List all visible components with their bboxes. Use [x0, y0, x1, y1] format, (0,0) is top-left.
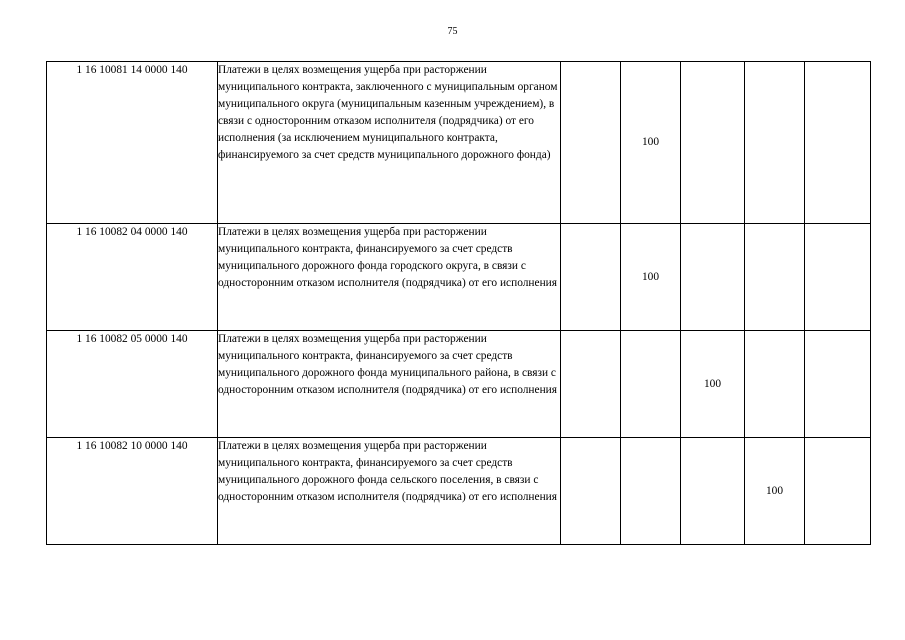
- budget-code-cell: 1 16 10082 10 0000 140: [47, 438, 218, 545]
- value-cell: [621, 438, 681, 545]
- value-cell: [805, 438, 871, 545]
- value-cell: [745, 331, 805, 438]
- table-row: [47, 331, 871, 438]
- table-row: [47, 438, 871, 545]
- value-cell: 100: [681, 331, 745, 438]
- value-cell: [561, 224, 621, 331]
- value-cell: [561, 331, 621, 438]
- page-number: 75: [447, 26, 458, 37]
- revenue-name-cell: Платежи в целях возмещения ущерба при расторжении муниципального контракта, финансируемого за счет средств муниципального дорожного фонда городского округа, в связи с односторонним отказом исполнителя (подрядчика) от его исполнения: [218, 224, 561, 331]
- value-cell: [745, 224, 805, 331]
- value-cell: [561, 438, 621, 545]
- value-cell: 100: [621, 224, 681, 331]
- table-row: [47, 62, 871, 224]
- value-cell: [621, 331, 681, 438]
- value-cell: 100: [621, 62, 681, 224]
- value-cell: [561, 62, 621, 224]
- table-row: [47, 224, 871, 331]
- budget-code-cell: 1 16 10081 14 0000 140: [47, 62, 218, 224]
- value-cell: [745, 62, 805, 224]
- budget-code-cell: 1 16 10082 05 0000 140: [47, 331, 218, 438]
- value-cell: [681, 62, 745, 224]
- value-cell: [805, 62, 871, 224]
- value-cell: [681, 224, 745, 331]
- revenue-name-cell: Платежи в целях возмещения ущерба при расторжении муниципального контракта, финансируемого за счет средств муниципального дорожного фонда сельского поселения, в связи с односторонним отказом исполнителя (подрядчика) от его исполнения: [218, 438, 561, 545]
- budget-revenue-table: [46, 61, 871, 545]
- budget-code-cell: 1 16 10082 04 0000 140: [47, 224, 218, 331]
- value-cell: [805, 224, 871, 331]
- value-cell: 100: [745, 438, 805, 545]
- revenue-name-cell: Платежи в целях возмещения ущерба при расторжении муниципального контракта, финансируемого за счет средств муниципального дорожного фонда муниципального района, в связи с односторонним отказом исполнителя (подрядчика) от его исполнения: [218, 331, 561, 438]
- value-cell: [681, 438, 745, 545]
- value-cell: [805, 331, 871, 438]
- revenue-name-cell: Платежи в целях возмещения ущерба при расторжении муниципального контракта, заключенного с муниципальным органом муниципального округа (муниципальным казенным учреждением), в связи с односторонним отказом исполнителя (подрядчика) от его исполнения (за исключением муниципального контракта, финансируемого за счет средств муниципального дорожного фонда): [218, 62, 561, 224]
